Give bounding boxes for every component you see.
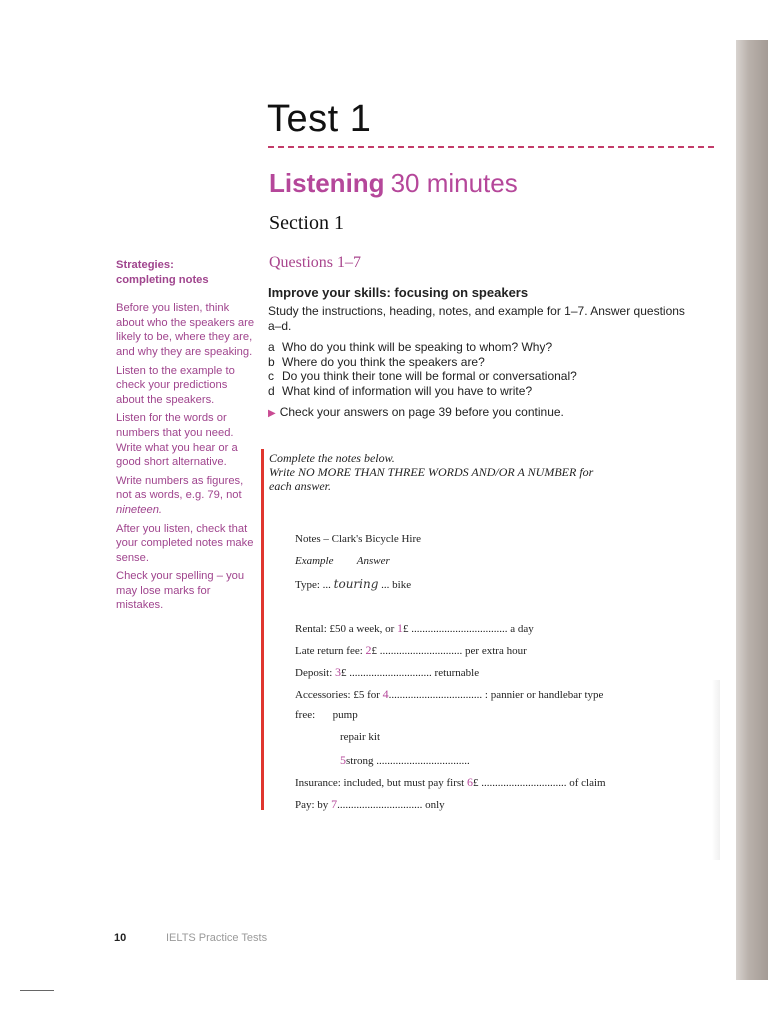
sidebar-tip-2: Listen to the example to check your predictions about the speakers. <box>116 364 235 406</box>
deposit-suffix: returnable <box>434 667 480 679</box>
pay-text: Pay: by <box>295 799 329 811</box>
sidebar-tip-4-text: Write numbers as figures, not as words, e.g. 79, not <box>116 474 244 502</box>
example-label: Example <box>295 555 334 567</box>
section-heading-duration: 30 minutes <box>390 168 518 198</box>
question-letter: a <box>268 340 275 354</box>
insurance-answer-blank: £ ............................... <box>473 777 567 789</box>
sidebar-tip-4-italic: nineteen. <box>116 503 163 516</box>
skills-question <box>268 369 708 384</box>
exam-section-bar <box>261 449 264 810</box>
accessories-row <box>295 687 603 702</box>
pay-answer-blank: ............................... <box>337 799 423 811</box>
page-edge-shadow <box>712 680 720 860</box>
check-answers-line <box>268 405 564 419</box>
question-text: Where do you think the speakers are? <box>282 354 485 369</box>
insurance-row <box>295 775 606 790</box>
scan-corner-mark <box>20 990 54 991</box>
deposit-answer-blank: £ .............................. <box>341 667 432 679</box>
pay-row <box>295 797 445 812</box>
question-number-1: 1 <box>397 621 404 635</box>
sidebar-title-line2: completing notes <box>116 273 209 286</box>
question-text: What kind of information will you have to write? <box>282 383 533 398</box>
skills-intro: Study the instructions, heading, notes, and example for 1–7. Answer questions a–d. <box>268 304 685 333</box>
type-handwritten-answer: touring <box>333 577 379 591</box>
instructions-line2: Write NO MORE THAN THREE WORDS AND/OR A NUMBER for <box>269 465 594 479</box>
question-number-5: 5 <box>340 753 346 767</box>
sidebar-tip-3: Listen for the words or numbers that you need. Write what you hear or a good short alternative. <box>116 412 238 469</box>
sidebar-tip-4 <box>116 474 256 518</box>
free-item-pump: pump <box>332 709 358 721</box>
insurance-text: Insurance: included, but must pay first <box>295 777 465 789</box>
accessories-text: Accessories: £5 for <box>295 689 380 701</box>
task-instructions <box>269 451 669 493</box>
type-label: Type: <box>295 579 320 591</box>
questions-label: Questions 1–7 <box>269 254 361 271</box>
question-letter: d <box>268 383 275 398</box>
page-binding-shadow <box>736 40 768 980</box>
late-fee-answer-blank: £ .............................. <box>371 645 463 657</box>
check-answers-text: Check your answers on page 39 before you continue. <box>279 405 564 419</box>
late-fee-text: Late return fee: <box>295 645 363 657</box>
late-fee-suffix: per extra hour <box>465 645 527 657</box>
sidebar-tip-6: Check your spelling – you may lose marks for mistakes. <box>116 570 245 612</box>
deposit-row <box>295 665 479 680</box>
question-number-7: 7 <box>331 797 338 811</box>
sidebar-tip-1: Before you listen, think about who the speakers are likely to be, where they are, and why they are speaking. <box>116 302 255 358</box>
question-text: Do you think their tone will be formal or conversational? <box>282 369 577 383</box>
section-heading <box>269 168 518 199</box>
sidebar-title-line1: Strategies: <box>116 259 174 271</box>
question-number-2: 2 <box>365 643 372 657</box>
triangle-arrow-icon: ▶ <box>268 408 276 419</box>
question-number-3: 3 <box>335 665 342 679</box>
section-heading-strong: Listening <box>269 168 385 198</box>
accessories-suffix: : pannier or handlebar type <box>484 689 604 701</box>
insurance-suffix: of claim <box>569 777 606 789</box>
answer-label: Answer <box>356 555 390 567</box>
question-text: Who do you think will be speaking to whom? Why? <box>282 340 553 354</box>
test-title: Test 1 <box>267 98 372 140</box>
late-fee-row <box>295 643 527 658</box>
skills-question <box>268 355 708 370</box>
type-row <box>295 577 411 591</box>
rental-row <box>295 621 534 636</box>
sidebar-tip-5: After you listen, check that your completed notes make sense. <box>116 522 254 564</box>
question-letter: c <box>268 369 274 383</box>
skills-title: Improve your skills: focusing on speakers <box>268 285 529 300</box>
free-row <box>295 709 358 721</box>
instructions-line1: Complete the notes below. <box>269 451 395 465</box>
example-row <box>295 555 390 567</box>
free-item-repair-kit: repair kit <box>340 731 381 743</box>
type-dots-pre: ... <box>322 579 331 591</box>
instructions-line3: each answer. <box>269 479 331 493</box>
strategies-sidebar <box>116 258 256 617</box>
type-dots-post: ... bike <box>381 579 412 591</box>
section-label: Section 1 <box>269 212 344 234</box>
free-label: free: <box>295 709 316 721</box>
question-letter: b <box>268 354 275 369</box>
skills-question <box>268 340 708 355</box>
rental-suffix: a day <box>510 623 534 635</box>
rental-text: Rental: £50 a week, or <box>295 623 395 635</box>
sidebar-title <box>116 258 256 287</box>
notes-heading: Notes – Clark's Bicycle Hire <box>295 533 422 545</box>
skills-question-list <box>268 340 708 398</box>
deposit-text: Deposit: <box>295 667 333 679</box>
accessories-answer-blank: .................................. <box>388 689 483 701</box>
rental-answer-blank: £ ................................... <box>403 623 508 635</box>
question-number-4: 4 <box>382 687 389 701</box>
free-item-row-5 <box>340 753 470 768</box>
pay-suffix: only <box>425 799 445 811</box>
question-number-6: 6 <box>467 775 473 789</box>
book-title-footer: IELTS Practice Tests <box>166 932 268 944</box>
title-rule <box>268 146 714 148</box>
free-item-5-blank: strong .................................. <box>346 755 470 767</box>
skills-question <box>268 384 708 399</box>
page-number: 10 <box>114 932 127 944</box>
